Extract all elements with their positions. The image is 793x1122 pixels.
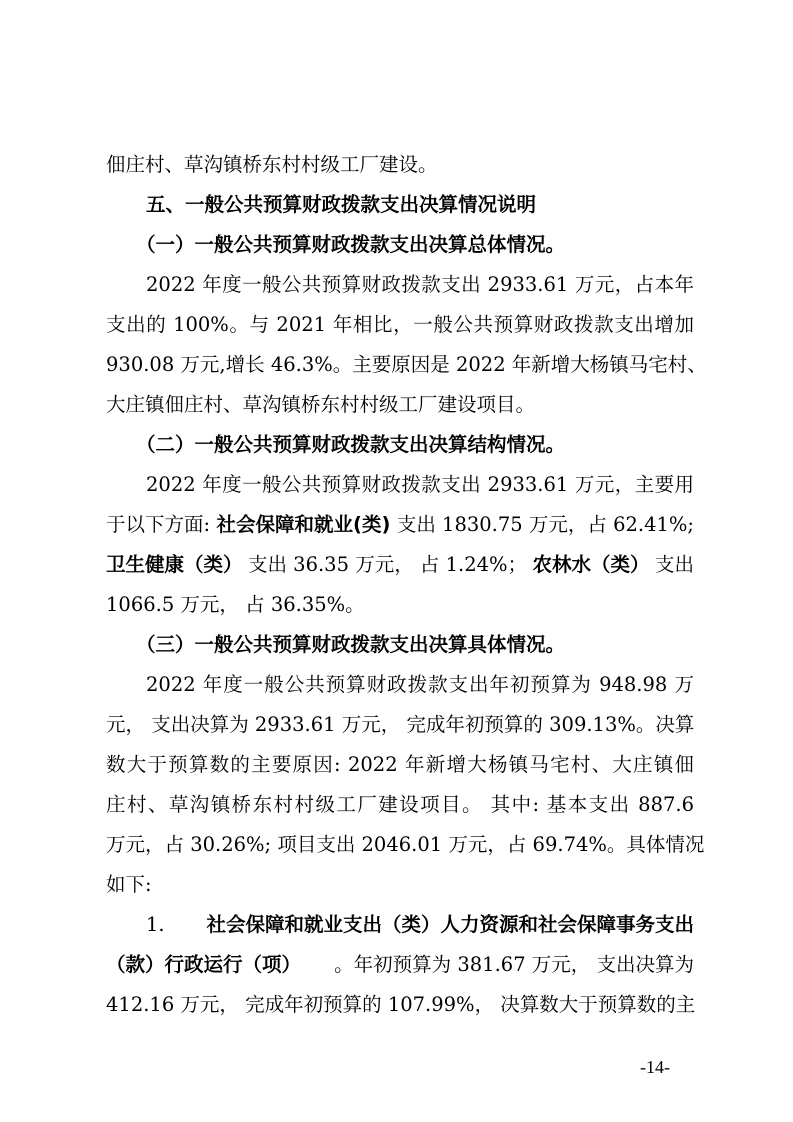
paragraph-line: 2022 年度一般公共预算财政拨款支出年初预算为 948.98 万 bbox=[146, 673, 694, 696]
paragraph-line: 2022 年度一般公共预算财政拨款支出 2933.61 万元，主要用 bbox=[146, 473, 694, 496]
paragraph-line: 庄村、草沟镇桥东村村级工厂建设项目。 其中: 基本支出 887.6 bbox=[106, 793, 694, 816]
paragraph-line: 元， 支出决算为 2933.61 万元， 完成年初预算的 309.13%。决算 bbox=[106, 713, 695, 736]
category-label-health: 卫生健康（类） bbox=[106, 553, 243, 576]
section-heading: 五、一般公共预算财政拨款支出决算情况说明 bbox=[146, 193, 537, 216]
paragraph-line bbox=[146, 912, 694, 938]
category-label-agriculture: 农林水（类） bbox=[532, 553, 650, 576]
paragraph-line: 大庄镇佃庄村、草沟镇桥东村村级工厂建设项目。 bbox=[106, 393, 536, 416]
text-run: 支出 36.35 万元， 占 1.24%； bbox=[247, 553, 528, 576]
text-run: 支出 bbox=[654, 553, 694, 576]
item-heading: （款）行政运行（项） bbox=[106, 953, 302, 976]
text-run: 。年初预算为 381.67 万元， 支出决算为 bbox=[334, 953, 694, 976]
item-heading: 社会保障和就业支出（类）人力资源和社会保障事务支出 bbox=[206, 913, 694, 936]
paragraph-line: 佃庄村、草沟镇桥东村村级工厂建设。 bbox=[106, 153, 438, 176]
item-number: 1. bbox=[146, 913, 165, 936]
subsection-heading: （二）一般公共预算财政拨款支出决算结构情况。 bbox=[136, 433, 566, 456]
paragraph-line: 支出的 100%。与 2021 年相比，一般公共预算财政拨款支出增加 bbox=[106, 313, 694, 336]
paragraph-line bbox=[106, 512, 694, 538]
subsection-heading: （三）一般公共预算财政拨款支出决算具体情况。 bbox=[136, 633, 566, 656]
category-label-social-security: 社会保障和就业(类) bbox=[216, 513, 391, 536]
paragraph-line bbox=[106, 552, 694, 578]
text-run: 于以下方面: bbox=[106, 513, 211, 536]
text-run: 支出 1830.75 万元，占 62.41%; bbox=[396, 513, 694, 536]
paragraph-line: 数大于预算数的主要原因: 2022 年新增大杨镇马宅村、大庄镇佃 bbox=[106, 753, 694, 776]
paragraph-line: 1066.5 万元， 占 36.35%。 bbox=[106, 593, 365, 616]
paragraph-line: 万元，占 30.26%; 项目支出 2046.01 万元，占 69.74%。具体情况 bbox=[106, 833, 705, 856]
paragraph-line: 930.08 万元,增长 46.3%。主要原因是 2022 年新增大杨镇马宅村、 bbox=[106, 353, 707, 376]
paragraph-line: 2022 年度一般公共预算财政拨款支出 2933.61 万元，占本年 bbox=[146, 273, 694, 296]
subsection-heading: （一）一般公共预算财政拨款支出决算总体情况。 bbox=[136, 233, 566, 256]
paragraph-line: 如下: bbox=[106, 873, 152, 896]
page-number: -14- bbox=[640, 1057, 670, 1077]
paragraph-line: 412.16 万元， 完成年初预算的 107.99%， 决算数大于预算数的主 bbox=[106, 993, 696, 1016]
paragraph-line bbox=[106, 952, 694, 978]
